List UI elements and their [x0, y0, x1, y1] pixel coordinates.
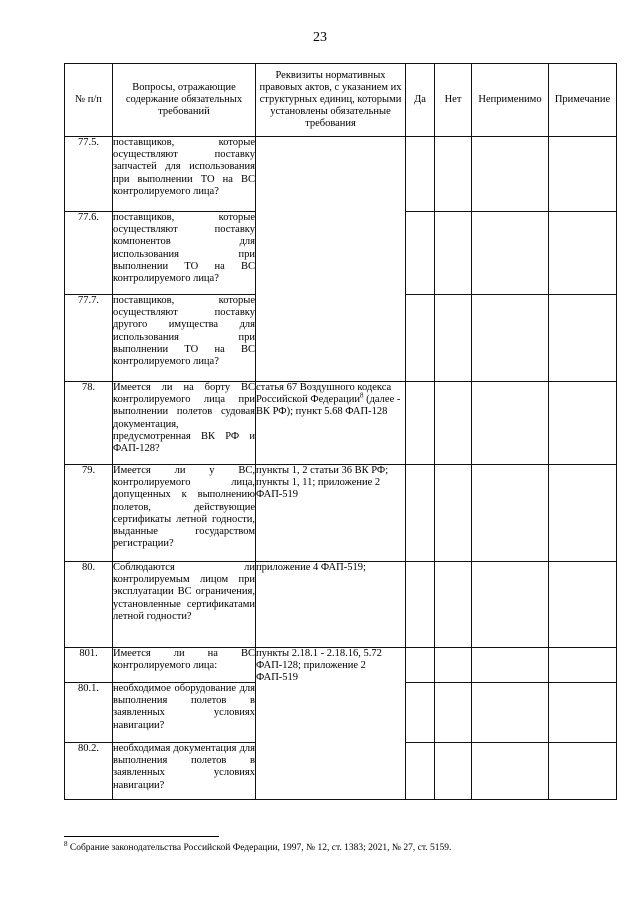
row-number: 79.	[65, 465, 113, 562]
row-question: Имеется ли на борту ВС контролируемого лица при выполнении полетов судовая документация, предусмотренная ВК РФ и ФАП-128?	[113, 382, 256, 465]
header-num: № п/п	[65, 64, 113, 137]
row-requisites	[256, 382, 406, 465]
yes-cell[interactable]	[406, 648, 435, 683]
note-cell[interactable]	[549, 743, 617, 800]
not-applicable-cell[interactable]	[472, 743, 549, 800]
table-row	[65, 562, 617, 648]
row-question: поставщиков, которые осуществляют поставку другого имущества для использования при выполнении ТО на ВС контролируемого лица?	[113, 295, 256, 382]
no-cell[interactable]	[435, 137, 472, 212]
row-number: 80.2.	[65, 743, 113, 800]
row-number: 77.7.	[65, 295, 113, 382]
header-question: Вопросы, отражающие содержание обязательных требований	[113, 64, 256, 137]
row-requisites: приложение 4 ФАП-519;	[256, 562, 406, 648]
not-applicable-cell[interactable]	[472, 465, 549, 562]
row-number: 77.6.	[65, 212, 113, 295]
row-number: 80.	[65, 562, 113, 648]
requisites-text: (далее - ВК РФ); пункт 5.68 ФАП-128	[256, 394, 401, 418]
table-header-row	[65, 64, 617, 137]
not-applicable-cell[interactable]	[472, 137, 549, 212]
no-cell[interactable]	[435, 212, 472, 295]
yes-cell[interactable]	[406, 212, 435, 295]
row-number: 77.5.	[65, 137, 113, 212]
note-cell[interactable]	[549, 648, 617, 683]
header-not-applicable: Неприменимо	[472, 64, 549, 137]
no-cell[interactable]	[435, 562, 472, 648]
row-number: 78.	[65, 382, 113, 465]
footnote-divider	[64, 836, 219, 837]
note-cell[interactable]	[549, 465, 617, 562]
table-row	[65, 648, 617, 683]
yes-cell[interactable]	[406, 382, 435, 465]
row-question: необходимое оборудование для выполнения полетов в заявленных условиях навигации?	[113, 683, 256, 743]
row-requisites: пункты 2.18.1 - 2.18.16, 5.72 ФАП-128; приложение 2 ФАП-519	[256, 648, 406, 800]
row-number: 801.	[65, 648, 113, 683]
footnote-text: Собрание законодательства Российской Федерации, 1997, № 12, ст. 1383; 2021, № 27, ст. 5159.	[67, 843, 452, 853]
footnote	[64, 839, 624, 854]
yes-cell[interactable]	[406, 562, 435, 648]
yes-cell[interactable]	[406, 743, 435, 800]
row-requisites: пункты 1, 2 статьи 36 ВК РФ; пункты 1, 11; приложение 2 ФАП-519	[256, 465, 406, 562]
not-applicable-cell[interactable]	[472, 562, 549, 648]
no-cell[interactable]	[435, 382, 472, 465]
row-question: поставщиков, которые осуществляют поставку компонентов для использования при выполнении ТО на ВС контролируемого лица?	[113, 212, 256, 295]
page-number: 23	[313, 30, 327, 45]
table-row	[65, 465, 617, 562]
table-row	[65, 137, 617, 212]
row-requisites	[256, 137, 406, 382]
header-no: Нет	[435, 64, 472, 137]
note-cell[interactable]	[549, 382, 617, 465]
not-applicable-cell[interactable]	[472, 295, 549, 382]
row-question: поставщиков, которые осуществляют поставку запчастей для использования при выполнении ТО на ВС контролируемого лица?	[113, 137, 256, 212]
not-applicable-cell[interactable]	[472, 648, 549, 683]
footnote-reference: 8	[359, 391, 364, 400]
note-cell[interactable]	[549, 137, 617, 212]
note-cell[interactable]	[549, 562, 617, 648]
no-cell[interactable]	[435, 683, 472, 743]
yes-cell[interactable]	[406, 683, 435, 743]
no-cell[interactable]	[435, 465, 472, 562]
row-number: 80.1.	[65, 683, 113, 743]
note-cell[interactable]	[549, 295, 617, 382]
footnote-mark: 8	[64, 839, 68, 848]
no-cell[interactable]	[435, 295, 472, 382]
note-cell[interactable]	[549, 683, 617, 743]
row-question: Имеется ли у ВС, контролируемого лица, допущенных к выполнению полетов, действующие сертификаты летной годности, выданные государством регистрации?	[113, 465, 256, 562]
header-note: Примечание	[549, 64, 617, 137]
row-question: Имеется ли на ВС контролируемого лица:	[113, 648, 256, 683]
yes-cell[interactable]	[406, 295, 435, 382]
not-applicable-cell[interactable]	[472, 212, 549, 295]
header-yes: Да	[406, 64, 435, 137]
requisites-text: статья 67 Воздушного кодекса Российской Федерации	[256, 382, 392, 406]
no-cell[interactable]	[435, 743, 472, 800]
not-applicable-cell[interactable]	[472, 382, 549, 465]
header-requisites: Реквизиты нормативных правовых актов, с указанием их структурных единиц, которыми установлены обязательные требования	[256, 64, 406, 137]
yes-cell[interactable]	[406, 137, 435, 212]
row-question: необходимая документация для выполнения полетов в заявленных условиях навигации?	[113, 743, 256, 800]
table-row	[65, 382, 617, 465]
no-cell[interactable]	[435, 648, 472, 683]
row-question: Соблюдаются ли контролируемым лицом при эксплуатации ВС ограничения, установленные сертификатами летной годности?	[113, 562, 256, 648]
note-cell[interactable]	[549, 212, 617, 295]
checklist-table	[64, 63, 617, 800]
yes-cell[interactable]	[406, 465, 435, 562]
not-applicable-cell[interactable]	[472, 683, 549, 743]
